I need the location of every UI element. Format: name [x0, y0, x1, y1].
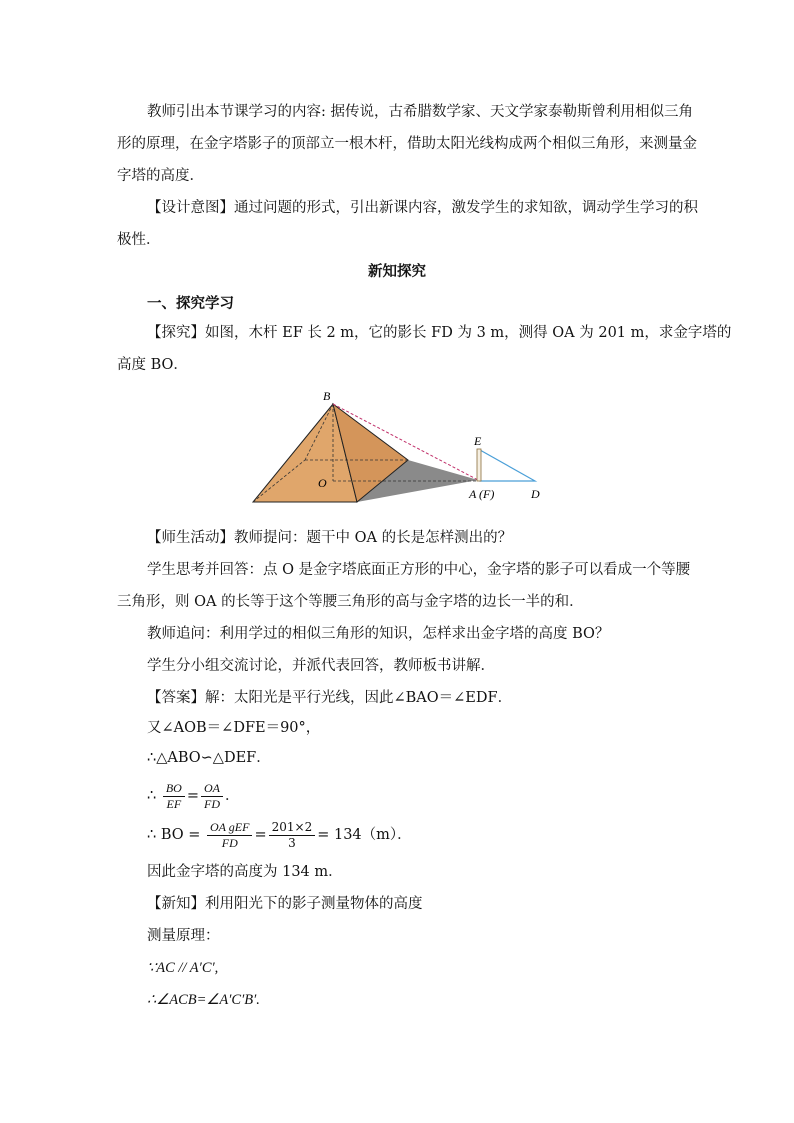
fraction-oa-ef-fd: $\frac{\text{OA gEF}}{FD}$	[207, 820, 252, 851]
activity-line-3: 三角形，则 OA 的长等于这个等腰三角形的高与金字塔的边长一半的和．	[117, 594, 584, 610]
period: ．	[225, 788, 240, 804]
fraction-oa-fd: $\frac{OA}{FD}$	[201, 781, 223, 812]
wooden-stick	[477, 449, 481, 481]
design-line-2: 极性．	[117, 232, 161, 248]
answer-line-1: 【答案】解：太阳光是平行光线，因此∠BAO＝∠EDF．	[147, 690, 513, 706]
label-d: D	[531, 487, 540, 501]
intro-line-2: 形的原理，在金字塔影子的顶部立一根木杆，借助太阳光线构成两个相似三角形，来测量金	[117, 136, 697, 152]
equals-sign: =	[254, 827, 267, 843]
explore-line-2: 高度 BO．	[117, 357, 188, 373]
stick-triangle	[480, 450, 535, 481]
activity-line-5: 学生分小组交流讨论，并派代表回答，教师板书讲解．	[147, 658, 495, 674]
pyramid-figure	[245, 385, 560, 510]
design-line-1: 【设计意图】通过问题的形式，引出新课内容，激发学生的求知欲，调动学生学习的积	[147, 200, 698, 216]
subsection-heading: 一、探究学习	[147, 295, 234, 312]
intro-line-3: 字塔的高度．	[117, 168, 204, 184]
intro-line-1: 教师引出本节课学习的内容: 据传说，古希腊数学家、天文学家泰勒斯曾利用相似三角	[147, 104, 693, 120]
activity-line-2: 学生思考并回答：点 O 是金字塔底面正方形的中心，金字塔的影子可以看成一个等腰	[147, 562, 691, 578]
explore-line-1: 【探究】如图，木杆 EF 长 2 m，它的影长 FD 为 3 m，测得 OA 为 201 m，求金字塔的	[147, 325, 732, 341]
newknowledge-line-3: ∵AC // A′C′,	[147, 960, 219, 976]
answer-conclusion: 因此金字塔的高度为 134 m．	[147, 864, 343, 880]
answer-compute-line	[147, 818, 412, 852]
result-text: = 134（m）．	[317, 827, 412, 843]
label-b: B	[323, 389, 331, 403]
label-e: E	[474, 434, 482, 448]
activity-line-1: 【师生活动】教师提问：题干中 OA 的长是怎样测出的？	[147, 530, 513, 546]
fraction-bo-ef: $\frac{BO}{EF}$	[163, 781, 185, 812]
label-a: A	[469, 487, 477, 501]
answer-ratio-line	[147, 779, 240, 813]
fraction-numeric: $\frac{201\times 2}{3}$	[269, 820, 316, 851]
section-title: 新知探究	[368, 263, 426, 280]
answer-line-3: ∴△ABO∽△DEF．	[147, 750, 271, 766]
newknowledge-line-1: 【新知】利用阳光下的影子测量物体的高度	[147, 896, 423, 912]
therefore-symbol: ∴	[147, 788, 157, 804]
answer-line-2: 又∠AOB＝∠DFE＝90°，	[147, 720, 321, 736]
bo-prefix: ∴ BO =	[147, 827, 206, 843]
equals-sign: =	[186, 788, 199, 804]
newknowledge-line-2: 测量原理：	[147, 928, 220, 944]
label-f: (F)	[479, 487, 495, 501]
label-o: O	[318, 476, 327, 490]
activity-line-4: 教师追问：利用学过的相似三角形的知识，怎样求出金字塔的高度 BO？	[147, 626, 610, 642]
newknowledge-line-4: ∴∠ACB=∠A′C′B′.	[147, 992, 260, 1008]
